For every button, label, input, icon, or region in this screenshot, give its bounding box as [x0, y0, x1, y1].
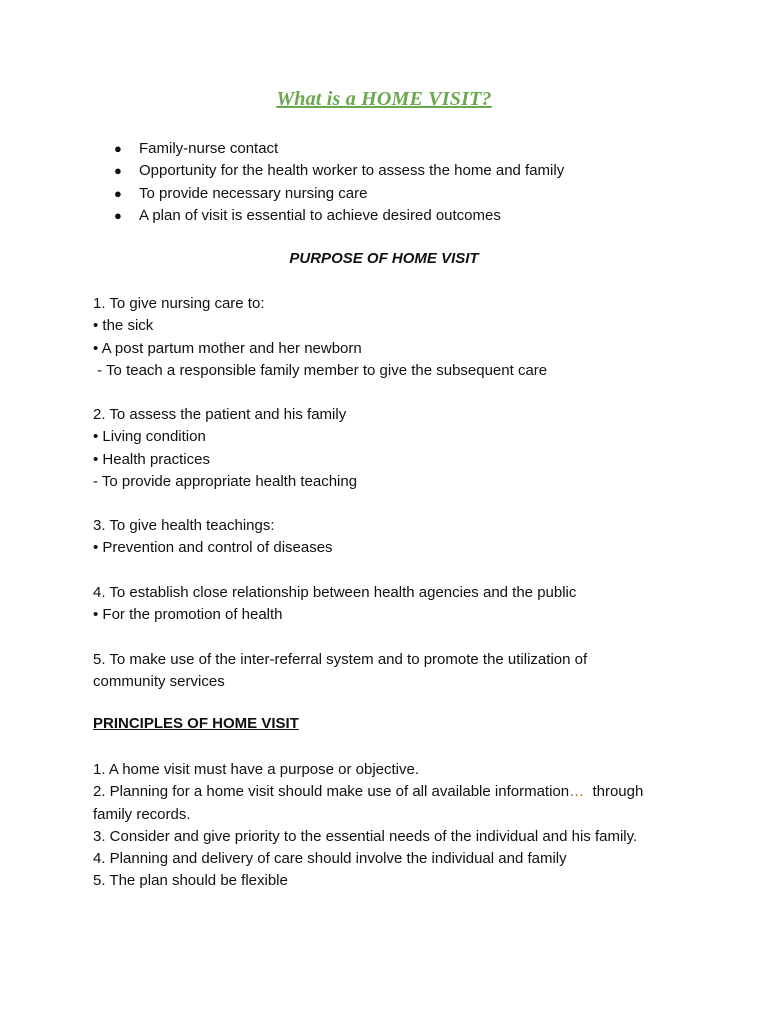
- principles-heading: PRINCIPLES OF HOME VISIT: [93, 715, 299, 732]
- list-item: ● To provide necessary nursing care: [114, 183, 564, 205]
- text-line: 3. To give health teachings:: [93, 517, 275, 534]
- purpose-item-3: [93, 515, 333, 560]
- text-line: - To teach a responsible family member to give the subsequent care: [93, 361, 548, 379]
- principle-line: family records.: [93, 805, 191, 823]
- bullet-icon: ●: [114, 163, 122, 179]
- text-line: • Health practices: [93, 450, 210, 468]
- bullet-icon: ●: [114, 185, 122, 201]
- intro-bullet-list: [114, 138, 564, 227]
- text-line: - To provide appropriate health teaching: [93, 472, 358, 490]
- principle-line: 4. Planning and delivery of care should involve the individual and family: [93, 850, 567, 868]
- bullet-icon: ●: [114, 207, 122, 223]
- purpose-heading: PURPOSE OF HOME VISIT: [289, 250, 479, 267]
- text-line: 2. To assess the patient and his family: [93, 406, 347, 423]
- text-line: 5. To make use of the inter-referral system and to promote the utilization of: [93, 651, 588, 668]
- text-line: • A post partum mother and her newborn: [93, 339, 362, 357]
- principle-line: 3. Consider and give priority to the essential needs of the individual and his family.: [93, 827, 638, 845]
- list-item: ● Family-nurse contact: [114, 138, 564, 160]
- purpose-item-1: [93, 293, 547, 382]
- text-line: 1. To give nursing care to:: [93, 295, 265, 312]
- purpose-item-2: [93, 404, 357, 493]
- purpose-item-5: [93, 649, 587, 694]
- text-line: • Living condition: [93, 428, 206, 446]
- page-title: What is a HOME VISIT?: [276, 88, 492, 110]
- text-line: • For the promotion of health: [93, 606, 283, 624]
- principle-line: 1. A home visit must have a purpose or objective.: [93, 761, 420, 778]
- text-line: • Prevention and control of diseases: [93, 539, 333, 557]
- text-line: community services: [93, 673, 225, 691]
- principles-list: [93, 759, 643, 893]
- list-item: ● A plan of visit is essential to achieve desired outcomes: [114, 205, 564, 227]
- principle-line: 5. The plan should be flexible: [93, 872, 288, 890]
- purpose-item-4: [93, 582, 576, 627]
- principle-line: 2. Planning for a home visit should make use of all available information… through: [93, 783, 644, 801]
- text-line: 4. To establish close relationship between health agencies and the public: [93, 584, 577, 601]
- list-item: ● Opportunity for the health worker to assess the home and family: [114, 160, 564, 182]
- bullet-icon: ●: [114, 141, 122, 156]
- ellipsis-mark: …: [569, 783, 585, 801]
- text-line: • the sick: [93, 317, 154, 335]
